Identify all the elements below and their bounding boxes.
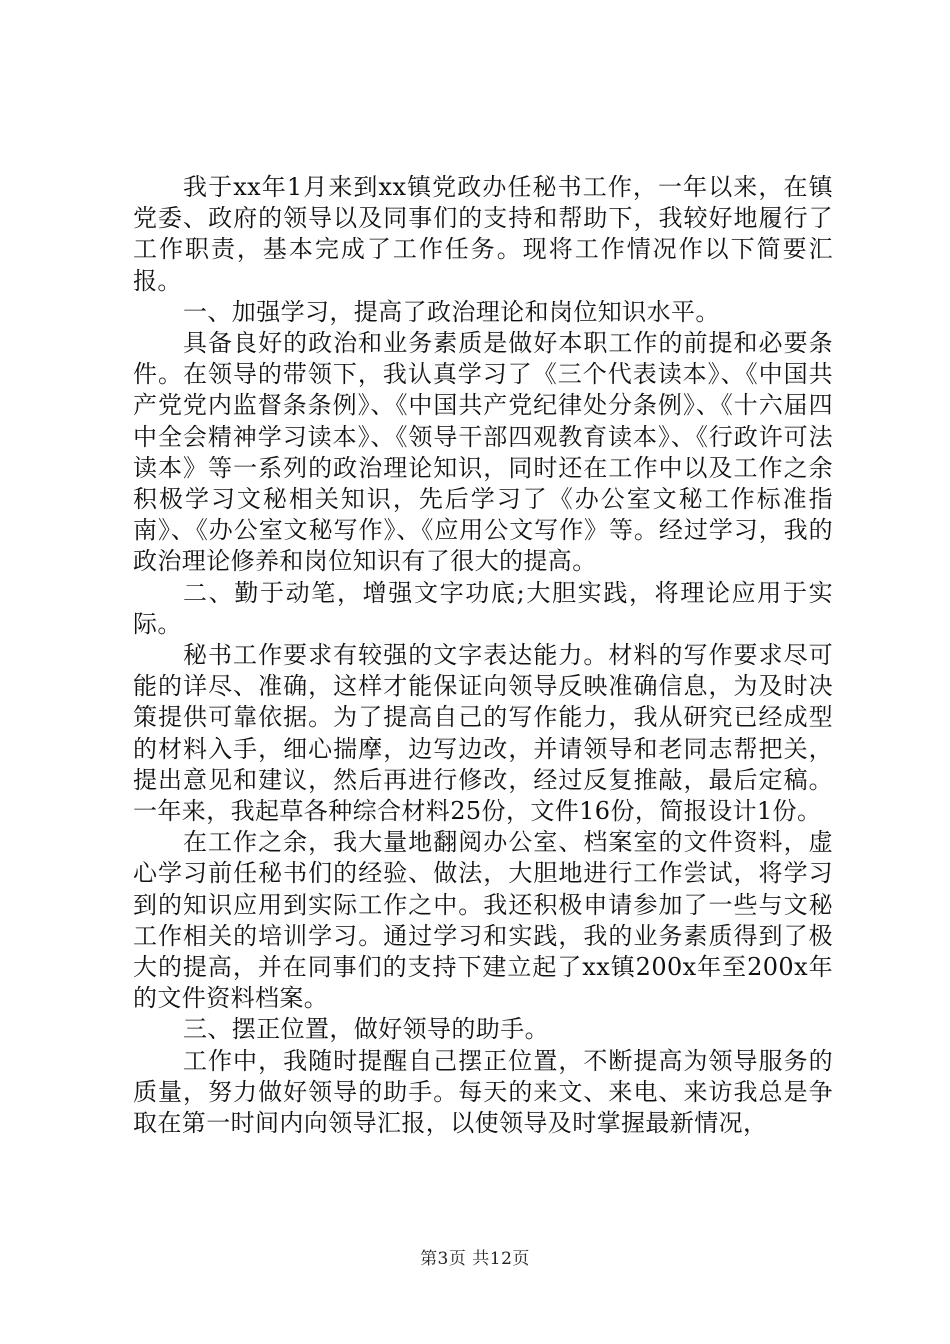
section-heading-2: 二、勤于动笔，增强文字功底;大胆实践，将理论应用于实际。	[133, 578, 833, 638]
section-1-paragraph: 具备良好的政治和业务素质是做好本职工作的前提和必要条件。在领导的带领下，我认真学习了《三个代表读本》、《中国共产党党内监督条条例》、《中国共产党纪律处分条例》、《十六届四中全会精神学习读本》、《领导干部四观教育读本》、《行政许可法读本》等一系列的政治理论知识，同时还在工作中以及工作之余积极学习文秘相关知识，先后学习了《办公室文秘工作标准指南》、《办公室文秘写作》、《应用公文写作》等。经过学习，我的政治理论修养和岗位知识有了很大的提高。	[133, 329, 833, 576]
section-2-paragraph-2: 在工作之余，我大量地翻阅办公室、档案室的文件资料，虚心学习前任秘书们的经验、做法，大胆地进行工作尝试，将学习到的知识应用到实际工作之中。我还积极申请参加了一些与文秘工作相关的培训学习。通过学习和实践，我的业务素质得到了极大的提高，并在同事们的支持下建立起了xx镇200x年至200x年的文件资料档案。	[133, 828, 833, 1013]
section-heading-1: 一、加强学习，提高了政治理论和岗位知识水平。	[183, 297, 720, 326]
section-3-paragraph: 工作中，我随时提醒自己摆正位置，不断提高为领导服务的质量，努力做好领导的助手。每天的来文、来电、来访我总是争取在第一时间内向领导汇报，以使领导及时掌握最新情况，	[133, 1046, 833, 1138]
document-body	[133, 172, 833, 1139]
intro-paragraph: 我于xx年1月来到xx镇党政办任秘书工作，一年以来，在镇党委、政府的领导以及同事们的支持和帮助下，我较好地履行了工作职责，基本完成了工作任务。现将工作情况作以下简要汇报。	[133, 173, 833, 295]
section-2-paragraph-1: 秘书工作要求有较强的文字表达能力。材料的写作要求尽可能的详尽、准确，这样才能保证向领导反映准确信息，为及时决策提供可靠依据。为了提高自己的写作能力，我从研究已经成型的材料入手，细心揣摩，边写边改，并请领导和老同志帮把关，提出意见和建议，然后再进行修改，经过反复推敲，最后定稿。一年来，我起草各种综合材料25份，文件16份，简报设计1份。	[133, 641, 833, 826]
section-heading-3: 三、摆正位置，做好领导的助手。	[183, 1015, 549, 1044]
page-number-footer: 第3页 共12页	[420, 1249, 530, 1269]
